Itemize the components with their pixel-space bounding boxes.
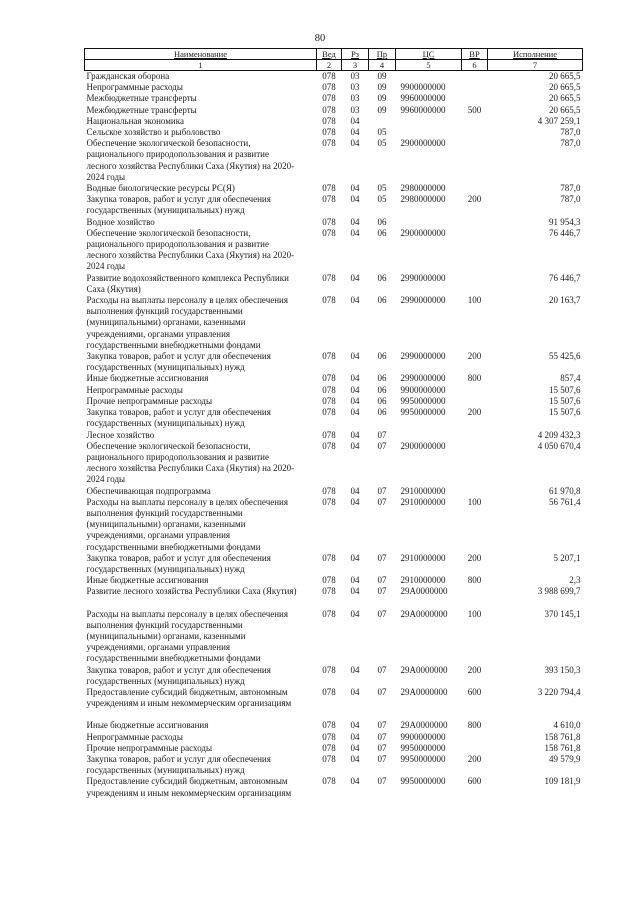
row-name-cell: Развитие водохозяйственного комплекса Республики Саха (Якутия): [86, 272, 289, 294]
row-exec-cell: 20 665,5: [549, 82, 581, 93]
row-pr-cell: 06: [377, 227, 387, 238]
row-vr-cell: [462, 486, 488, 497]
table-row: [85, 127, 583, 138]
row-ved-cell: 078: [322, 127, 336, 138]
row-rz-cell: 04: [350, 496, 360, 507]
row-pr-cell: 09: [377, 82, 387, 93]
row-rz-cell: 04: [350, 776, 360, 787]
row-cs-cell: 2990000000: [400, 351, 446, 362]
row-name-cell: Развитие лесного хозяйства Республики Саха (Якутия): [86, 586, 297, 597]
row-exec-cell: 76 446,7: [549, 227, 581, 238]
header-exec: Исполнение: [488, 49, 583, 60]
row-rz-cell: 04: [350, 686, 360, 697]
row-cs-cell: 2990000000: [400, 373, 446, 384]
row-ved-cell: 078: [322, 608, 336, 619]
row-vr-cell: 800: [467, 373, 482, 384]
row-cs-cell: 29A0000000: [400, 608, 448, 619]
row-vr-cell: 100: [467, 608, 482, 619]
row-rz-cell: 04: [350, 440, 360, 451]
row-ved-cell: 078: [322, 71, 336, 81]
row-name-cell: Непрограммные расходы: [86, 384, 183, 395]
row-name-cell: Прочие непрограммные расходы: [86, 395, 213, 406]
row-vr-cell: 100: [467, 295, 482, 306]
row-exec-cell: 393 150,3: [544, 664, 581, 675]
row-ved-cell: 078: [322, 138, 336, 149]
row-rz-cell: 04: [350, 395, 360, 406]
row-name-cell: Расходы на выплаты персоналу в целях обеспечения выполнения функций государственными (муниципальными) органами, казенными учреждениями, органами управления государственными внебюджетными фондами: [86, 608, 288, 664]
row-rz-cell: 03: [350, 93, 360, 104]
row-cs-cell: 2900000000: [400, 440, 446, 451]
row-rz-cell: 04: [350, 194, 360, 205]
row-rz-cell: 04: [350, 731, 360, 742]
row-vr-cell: [462, 116, 488, 127]
row-name-cell: Водные биологические ресурсы РС(Я): [86, 183, 235, 194]
row-cs-cell: 9950000000: [400, 407, 446, 418]
row-name-cell: Иные бюджетные ассигнования: [86, 720, 209, 731]
header-number: 2: [317, 60, 342, 71]
table-row: [85, 732, 583, 743]
row-exec-cell: 4 050 670,4: [537, 440, 581, 451]
row-rz-cell: 04: [350, 608, 360, 619]
row-name-cell: Предоставление субсидий бюджетным, автономным учреждениям и иным некоммерческим организациям: [86, 686, 292, 709]
row-rz-cell: 04: [350, 373, 360, 384]
row-cs-cell: [396, 217, 462, 228]
row-rz-cell: 04: [350, 295, 360, 306]
row-pr-cell: 07: [377, 742, 387, 753]
row-vr-cell: 200: [467, 407, 482, 418]
row-name-cell: Закупка товаров, работ и услуг для обеспечения государственных (муниципальных) нужд: [86, 194, 271, 216]
row-exec-cell: 15 507,6: [549, 384, 581, 395]
spacer-row: [85, 598, 583, 609]
row-pr-cell: 05: [377, 138, 387, 149]
row-name-cell: Непрограммные расходы: [86, 731, 183, 742]
row-name-cell: Сельское хозяйство и рыболовство: [86, 127, 221, 138]
table-row: [85, 441, 583, 486]
row-ved-cell: 078: [322, 194, 336, 205]
row-ved-cell: 078: [322, 183, 336, 194]
row-vr-cell: [462, 385, 488, 396]
row-ved-cell: 078: [322, 586, 336, 597]
row-vr-cell: 200: [467, 664, 482, 675]
row-rz-cell: 04: [350, 216, 360, 227]
row-ved-cell: 078: [322, 104, 336, 115]
row-pr-cell: 06: [377, 216, 387, 227]
row-name-cell: Закупка товаров, работ и услуг для обеспечения государственных (муниципальных) нужд: [86, 753, 271, 776]
row-ved-cell: 078: [322, 753, 336, 764]
table-row: [85, 396, 583, 407]
spacer-cell: [85, 598, 583, 609]
spacer-row: [85, 709, 583, 720]
table-row: [85, 720, 583, 731]
row-cs-cell: [396, 71, 462, 83]
row-exec-cell: 61 970,8: [549, 485, 581, 496]
row-pr-cell: 07: [377, 720, 387, 731]
row-exec-cell: 109 181,9: [544, 776, 581, 787]
table-row: [85, 743, 583, 754]
row-pr-cell: 09: [377, 104, 387, 115]
row-rz-cell: 04: [350, 183, 360, 194]
row-cs-cell: 2910000000: [400, 496, 446, 507]
row-rz-cell: 04: [350, 664, 360, 675]
row-rz-cell: 04: [350, 127, 360, 138]
header-cs: ЦС: [396, 49, 462, 60]
row-rz-cell: 04: [350, 115, 360, 126]
header-rz: Рз: [342, 49, 369, 60]
row-exec-cell: 857,4: [560, 373, 581, 384]
row-name-cell: Иные бюджетные ассигнования: [86, 575, 209, 586]
row-name-cell: Обеспечение экологической безопасности, рационального природопользования и развитие лесного хозяйства Республики Саха (Якутия) на 2020- 2024 годы: [86, 138, 295, 182]
table-row: [85, 665, 583, 687]
row-cs-cell: 9900000000: [400, 82, 446, 93]
row-exec-cell: 787,0: [560, 127, 581, 138]
row-vr-cell: 100: [467, 496, 482, 507]
table-row: [85, 71, 583, 83]
table-row: [85, 183, 583, 194]
row-ved-cell: 078: [322, 575, 336, 586]
row-exec-cell: 55 425,6: [549, 351, 581, 362]
row-rz-cell: 04: [350, 485, 360, 496]
row-vr-cell: [462, 732, 488, 743]
row-pr-cell: 05: [377, 194, 387, 205]
row-ved-cell: 078: [322, 720, 336, 731]
row-pr-cell: 05: [377, 183, 387, 194]
row-vr-cell: [462, 71, 488, 83]
row-vr-cell: [462, 441, 488, 486]
header-number: 5: [396, 60, 462, 71]
row-pr-cell: 07: [377, 429, 387, 440]
row-vr-cell: 200: [467, 753, 482, 764]
row-cs-cell: 9960000000: [400, 104, 446, 115]
header-number: 1: [85, 60, 317, 71]
header-number: 6: [462, 60, 488, 71]
row-cs-cell: 29A0000000: [400, 586, 448, 597]
row-name-cell: Закупка товаров, работ и услуг для обеспечения государственных (муниципальных) нужд: [86, 407, 271, 429]
row-ved-cell: 078: [322, 664, 336, 675]
row-vr-cell: 200: [467, 194, 482, 205]
row-pr-cell: 06: [377, 295, 387, 306]
row-exec-cell: 787,0: [560, 183, 581, 194]
table-row: [85, 273, 583, 295]
row-name-cell: Водное хозяйство: [86, 216, 155, 227]
row-name-cell: Расходы на выплаты персоналу в целях обеспечения выполнения функций государственными (муниципальными) органами, казенными учреждениями, органами управления государственными внебюджетными фондами: [86, 295, 288, 350]
row-pr-cell: 07: [377, 753, 387, 764]
table-row: [85, 138, 583, 183]
row-vr-cell: [462, 93, 488, 104]
row-ved-cell: 078: [322, 440, 336, 451]
row-exec-cell: 158 761,8: [544, 731, 581, 742]
table-row: [85, 116, 583, 127]
row-pr-cell: [369, 116, 396, 127]
row-ved-cell: 078: [322, 731, 336, 742]
row-ved-cell: 078: [322, 496, 336, 507]
table-row: [85, 105, 583, 116]
row-name-cell: Межбюджетные трансферты: [86, 104, 197, 115]
row-pr-cell: 06: [377, 272, 387, 283]
row-vr-cell: 500: [467, 104, 482, 115]
header-pr: Пр: [369, 49, 396, 60]
row-name-cell: Непрограммные расходы: [86, 82, 183, 93]
row-rz-cell: 04: [350, 552, 360, 563]
row-rz-cell: 04: [350, 407, 360, 418]
row-vr-cell: 200: [467, 552, 482, 563]
row-vr-cell: [462, 82, 488, 93]
row-name-cell: Прочие непрограммные расходы: [86, 742, 213, 753]
row-pr-cell: 06: [377, 351, 387, 362]
table-row: [85, 586, 583, 597]
header-labels-row: [85, 49, 583, 60]
table-header: [85, 49, 583, 71]
row-exec-cell: 4 610,0: [553, 720, 581, 731]
row-vr-cell: [462, 127, 488, 138]
row-pr-cell: 07: [377, 731, 387, 742]
row-exec-cell: 20 665,5: [549, 71, 581, 81]
row-cs-cell: 2990000000: [400, 272, 446, 283]
table-row: [85, 93, 583, 104]
table-row: [85, 486, 583, 497]
row-pr-cell: 07: [377, 776, 387, 787]
row-vr-cell: 200: [467, 351, 482, 362]
row-cs-cell: 2910000000: [400, 485, 446, 496]
row-vr-cell: [462, 396, 488, 407]
row-cs-cell: 2910000000: [400, 575, 446, 586]
row-ved-cell: 078: [322, 216, 336, 227]
row-ved-cell: 078: [322, 776, 336, 787]
row-rz-cell: 04: [350, 575, 360, 586]
header-number: 7: [488, 60, 583, 71]
table-row: [85, 754, 583, 776]
table-row: [85, 497, 583, 553]
row-name-cell: Предоставление субсидий бюджетным, автономным учреждениям и иным некоммерческим организациям: [86, 776, 292, 798]
row-rz-cell: 04: [350, 384, 360, 395]
row-pr-cell: 07: [377, 586, 387, 597]
row-cs-cell: 9950000000: [400, 753, 446, 764]
row-vr-cell: [462, 183, 488, 194]
table-row: [85, 351, 583, 373]
row-pr-cell: 09: [377, 71, 387, 81]
row-ved-cell: 078: [322, 485, 336, 496]
row-cs-cell: 2900000000: [400, 227, 446, 238]
row-name-cell: Расходы на выплаты персоналу в целях обеспечения выполнения функций государственными (муниципальными) органами, казенными учреждениями, органами управления государственными внебюджетными фондами: [86, 496, 288, 552]
row-vr-cell: [462, 217, 488, 228]
row-exec-cell: 76 446,7: [549, 272, 581, 283]
row-ved-cell: 078: [322, 395, 336, 406]
row-exec-cell: 56 761,4: [549, 496, 581, 507]
table-row: [85, 228, 583, 273]
row-name-cell: Обеспечение экологической безопасности, рационального природопользования и развитие лесного хозяйства Республики Саха (Якутия) на 2020- 2024 годы: [86, 227, 295, 272]
row-pr-cell: 07: [377, 440, 387, 451]
row-name-cell: Национальная экономика: [86, 115, 184, 126]
header-number: 3: [342, 60, 369, 71]
row-rz-cell: 04: [350, 429, 360, 440]
table-row: [85, 217, 583, 228]
row-pr-cell: 05: [377, 127, 387, 138]
row-ved-cell: 078: [322, 686, 336, 697]
row-ved-cell: 078: [322, 373, 336, 384]
row-name-cell: Межбюджетные трансферты: [86, 93, 197, 104]
row-cs-cell: 2990000000: [400, 295, 446, 306]
row-name-cell: Лесное хозяйство: [86, 429, 155, 440]
row-pr-cell: 06: [377, 407, 387, 418]
row-rz-cell: 04: [350, 720, 360, 731]
table-row: [85, 430, 583, 441]
row-pr-cell: 06: [377, 384, 387, 395]
row-exec-cell: 20 665,5: [549, 93, 581, 104]
row-vr-cell: [462, 743, 488, 754]
row-exec-cell: 4 307 259,1: [537, 115, 581, 126]
row-ved-cell: 078: [322, 384, 336, 395]
row-name-cell: Гражданская оборона: [86, 71, 170, 81]
header-name: Наименование: [85, 49, 317, 60]
row-cs-cell: [396, 430, 462, 441]
row-cs-cell: 9950000000: [400, 776, 446, 787]
row-exec-cell: 91 954,3: [549, 216, 581, 227]
row-exec-cell: 158 761,8: [544, 742, 581, 753]
row-cs-cell: 9900000000: [400, 731, 446, 742]
table-row: [85, 385, 583, 396]
row-exec-cell: 4 209 432,3: [537, 429, 581, 440]
row-name-cell: Иные бюджетные ассигнования: [86, 373, 209, 384]
table-row: [85, 295, 583, 351]
table-row: [85, 553, 583, 575]
row-exec-cell: 2,3: [569, 575, 581, 586]
row-cs-cell: 2980000000: [400, 183, 446, 194]
row-vr-cell: [462, 228, 488, 273]
row-cs-cell: 9900000000: [400, 384, 446, 395]
row-exec-cell: 3 220 794,4: [537, 686, 581, 697]
row-exec-cell: 787,0: [560, 138, 581, 149]
row-ved-cell: 078: [322, 227, 336, 238]
row-pr-cell: 06: [377, 373, 387, 384]
row-rz-cell: 04: [350, 227, 360, 238]
row-ved-cell: 078: [322, 93, 336, 104]
row-cs-cell: 9950000000: [400, 395, 446, 406]
row-cs-cell: 29A0000000: [400, 720, 448, 731]
row-pr-cell: 09: [377, 93, 387, 104]
row-vr-cell: [462, 430, 488, 441]
row-rz-cell: 03: [350, 82, 360, 93]
row-exec-cell: 15 507,6: [549, 395, 581, 406]
row-exec-cell: 370 145,1: [544, 608, 581, 619]
row-name-cell: Обеспечивающая подпрограмма: [86, 485, 211, 496]
row-vr-cell: 800: [467, 575, 482, 586]
row-exec-cell: 49 579,9: [549, 753, 581, 764]
row-rz-cell: 04: [350, 742, 360, 753]
header-ved: Вед: [317, 49, 342, 60]
row-ved-cell: 078: [322, 115, 336, 126]
row-exec-cell: 20 163,7: [549, 295, 581, 306]
row-rz-cell: 04: [350, 272, 360, 283]
table-body: [85, 71, 583, 799]
row-pr-cell: 07: [377, 552, 387, 563]
row-rz-cell: 03: [350, 104, 360, 115]
row-cs-cell: [396, 116, 462, 127]
row-ved-cell: 078: [322, 742, 336, 753]
row-ved-cell: 078: [322, 429, 336, 440]
table-row: [85, 373, 583, 384]
header-numbers-row: [85, 60, 583, 71]
table-row: [85, 609, 583, 665]
row-ved-cell: 078: [322, 407, 336, 418]
row-name-cell: Закупка товаров, работ и услуг для обеспечения государственных (муниципальных) нужд: [86, 664, 271, 686]
row-cs-cell: 2910000000: [400, 552, 446, 563]
row-vr-cell: 600: [467, 776, 482, 787]
budget-table: [84, 48, 583, 799]
row-rz-cell: 04: [350, 586, 360, 597]
row-ved-cell: 078: [322, 552, 336, 563]
row-vr-cell: [462, 138, 488, 183]
row-pr-cell: 07: [377, 496, 387, 507]
table-row: [85, 82, 583, 93]
row-name-cell: Закупка товаров, работ и услуг для обеспечения государственных (муниципальных) нужд: [86, 552, 271, 574]
row-pr-cell: 07: [377, 485, 387, 496]
row-exec-cell: 5 207,1: [553, 552, 581, 563]
page-number: 80: [314, 33, 326, 44]
row-ved-cell: 078: [322, 295, 336, 306]
row-rz-cell: 04: [350, 138, 360, 149]
row-cs-cell: 2980000000: [400, 194, 446, 205]
row-exec-cell: 787,0: [560, 194, 581, 205]
row-exec-cell: 3 988 699,7: [537, 586, 581, 597]
row-pr-cell: 06: [377, 395, 387, 406]
row-ved-cell: 078: [322, 272, 336, 283]
row-vr-cell: [462, 586, 488, 597]
row-rz-cell: 03: [350, 71, 360, 81]
row-cs-cell: [396, 127, 462, 138]
row-vr-cell: 600: [467, 686, 482, 697]
row-rz-cell: 04: [350, 351, 360, 362]
spacer-cell: [85, 709, 583, 720]
row-cs-cell: 9960000000: [400, 93, 446, 104]
table-row: [85, 776, 583, 798]
table-row: [85, 687, 583, 709]
row-cs-cell: 29A0000000: [400, 686, 448, 697]
row-exec-cell: 20 665,5: [549, 104, 581, 115]
header-number: 4: [369, 60, 396, 71]
row-vr-cell: 800: [467, 720, 482, 731]
row-name-cell: Обеспечение экологической безопасности, рационального природопользования и развитие лесного хозяйства Республики Саха (Якутия) на 2020- 2024 годы: [86, 440, 295, 485]
row-pr-cell: 07: [377, 664, 387, 675]
row-vr-cell: [462, 273, 488, 295]
row-pr-cell: 07: [377, 686, 387, 697]
row-pr-cell: 07: [377, 575, 387, 586]
row-ved-cell: 078: [322, 82, 336, 93]
row-cs-cell: 2900000000: [400, 138, 446, 149]
row-cs-cell: 29A0000000: [400, 664, 448, 675]
row-exec-cell: 15 507,6: [549, 407, 581, 418]
row-rz-cell: 04: [350, 753, 360, 764]
row-ved-cell: 078: [322, 351, 336, 362]
table-row: [85, 407, 583, 429]
header-vr: ВР: [462, 49, 488, 60]
row-cs-cell: 9950000000: [400, 742, 446, 753]
table-row: [85, 575, 583, 586]
row-pr-cell: 07: [377, 608, 387, 619]
table-row: [85, 194, 583, 216]
row-name-cell: Закупка товаров, работ и услуг для обеспечения государственных (муниципальных) нужд: [86, 351, 271, 373]
